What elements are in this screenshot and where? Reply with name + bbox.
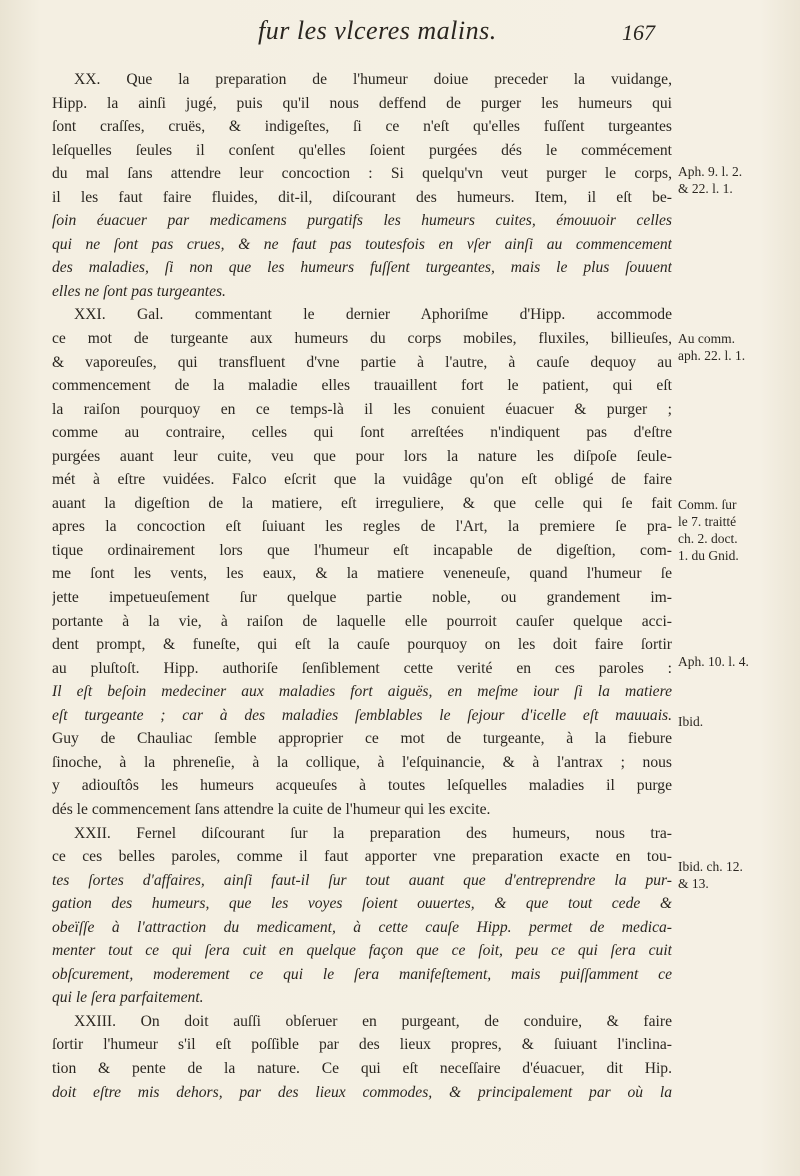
- text-line: elles ne ſont pas turgeantes.: [52, 282, 226, 300]
- margin-note-line: & 22. l. 1.: [678, 181, 733, 196]
- text-line: ce ces belles paroles, comme il faut apporter vne preparation exacte en tou-: [52, 848, 672, 866]
- text-line: qui le ſera parfaitement.: [52, 989, 204, 1007]
- text-line: dés le commencement ſans attendre la cuite de l'humeur qui les excite.: [52, 800, 491, 818]
- margin-note: [678, 858, 796, 892]
- text-line: Il eſt beſoin medeciner aux maladies fort aiguës, en meſme iour ſi la matiere: [52, 683, 672, 701]
- text-line: doit eſtre mis dehors, par des lieux commodes, & principalement par où la: [52, 1083, 672, 1101]
- text-line: gation des humeurs, que les voyes ſoient ouuertes, & que tout cede &: [52, 895, 672, 913]
- margin-note: [678, 496, 796, 564]
- margin-note: [678, 330, 796, 364]
- margin-note-line: Ibid.: [678, 714, 704, 729]
- text-line: tique ordinairement lors que l'humeur eſt incapable de digeſtion, com-: [52, 541, 672, 559]
- text-line: jette impetueuſement ſur quelque partie noble, ou grandement im-: [52, 589, 672, 607]
- page-header: [0, 14, 800, 54]
- text-line: commencement de la maladie elles trauaillent fort le patient, qui eſt: [52, 377, 672, 395]
- text-line: auant la digeſtion de la matiere, eſt irreguliere, & que celle qui ſe fait: [52, 494, 672, 512]
- margin-note-line: Ibid. ch. 12.: [678, 859, 743, 874]
- margin-note-line: Comm. ſur: [678, 497, 737, 512]
- text-line: leſquelles ſeules il conſent qu'elles ſoient purgées dés le commécement: [52, 141, 672, 159]
- margin-note-line: Aph. 10. l. 4.: [678, 654, 749, 669]
- text-line: XXIII. On doit auſſi obſeruer en purgeant, de conduire, & faire: [74, 1012, 672, 1030]
- text-line: ſinoche, à la phreneſie, à la collique, à l'eſquinancie, & à l'antrax ; nous: [52, 753, 672, 771]
- text-line: des maladies, ſi non que les humeurs fuſſent turgeantes, mais le plus ſouuent: [52, 259, 672, 277]
- margin-note-line: Aph. 9. l. 2.: [678, 164, 743, 179]
- text-line: Hipp. la ainſi jugé, puis qu'il nous deffend de purger les humeurs qui: [52, 94, 672, 112]
- text-line: ſortir l'humeur s'il eſt poſſible par des lieux propres, & ſuiuant l'inclina-: [52, 1036, 672, 1054]
- body-text: [52, 68, 672, 1104]
- running-title: fur les vlceres malins.: [258, 16, 497, 45]
- text-line: XX. Que la preparation de l'humeur doiue preceder la vuidange,: [74, 71, 672, 88]
- text-line: eſt turgeante ; car à des maladies ſemblables le ſejour d'icelle eſt mauuais.: [52, 706, 672, 724]
- text-line: apres la concoction eſt ſuiuant les regles de l'Art, la premiere ſe pra-: [52, 518, 672, 536]
- text-line: comme au contraire, celles qui ſont arreſtées n'indiquent pas d'eſtre: [52, 424, 672, 442]
- text-line: du mal ſans attendre leur concoction : Si quelqu'vn veut purger le corps,: [52, 165, 672, 183]
- text-line: portante à la vie, à raiſon de laquelle elle pourroit cauſer quelque acci-: [52, 612, 672, 630]
- margin-note: [678, 163, 796, 197]
- margin-note-line: Au comm.: [678, 331, 735, 346]
- text-line: tes ſortes d'affaires, ainſi faut-il ſur tout auant que d'entreprendre la pur-: [52, 871, 672, 889]
- margin-note-line: le 7. traitté: [678, 514, 737, 529]
- text-line: ce mot de turgeante aux humeurs du corps mobiles, fluxiles, billieuſes,: [52, 330, 672, 348]
- text-line: ſoin éuacuer par medicamens purgatifs les humeurs cuites, émouuoir celles: [52, 212, 672, 230]
- text-line: me ſont les vents, les eaux, & la matiere veneneuſe, quand l'humeur ſe: [52, 565, 672, 583]
- text-line: mét à eſtre vuidées. Falco eſcrit que la vuidâge qu'on eſt obligé de faire: [52, 471, 672, 489]
- text-line: ſont craſſes, cruës, & indigeſtes, ſi ce n'eſt qu'elles fuſſent turgeantes: [52, 118, 672, 136]
- margin-note: [678, 653, 796, 670]
- margin-note-line: aph. 22. l. 1.: [678, 348, 746, 363]
- text-line: au pluſtoſt. Hipp. authoriſe ſenſiblement cette verité en ces paroles :: [52, 659, 672, 677]
- text-line: & vaporeuſes, qui transfluent d'vne partie à l'autre, à cauſe dequoy au: [52, 353, 672, 371]
- text-line: dent prompt, & funeſte, qui eſt la cauſe pourquoy on les doit faire ſortir: [52, 636, 672, 654]
- text-line: menter tout ce qui ſera cuit en quelque façon que ce ſoit, peu ce qui ſera cuit: [52, 942, 672, 960]
- text-line: qui ne ſont pas crues, & ne faut pas toutesfois en vſer ainſi au commencement: [52, 235, 672, 253]
- page-number: 167: [622, 20, 655, 45]
- text-line: tion & pente de la nature. Ce qui eſt neceſſaire d'éuacuer, dit Hip.: [52, 1059, 672, 1077]
- text-line: il les faut faire fluides, dit-il, diſcourant des humeurs. Item, il eſt be-: [52, 188, 672, 206]
- text-line: purgées auant leur cuite, veu que pour lors la nature les diſpoſe ſeule-: [52, 447, 672, 465]
- text-line: obeïſſe à l'attraction du medicament, à cette cauſe Hipp. permet de medica-: [52, 918, 672, 936]
- text-line: y adiouſtôs les humeurs acqueuſes à toutes leſquelles maladies il purge: [52, 777, 672, 795]
- text-line: XXII. Fernel diſcourant ſur la preparation des humeurs, nous tra-: [74, 824, 672, 842]
- text-line: la raiſon pourquoy en ce temps-là il les conuient éuacuer & purger ;: [52, 400, 672, 418]
- text-line: XXI. Gal. commentant le dernier Aphoriſme d'Hipp. accommode: [74, 306, 672, 324]
- margin-note-line: & 13.: [678, 876, 709, 891]
- margin-note-line: ch. 2. doct.: [678, 531, 738, 546]
- margin-note-line: 1. du Gnid.: [678, 548, 739, 563]
- text-line: Guy de Chauliac ſemble approprier ce mot de turgeante, à la fiebure: [52, 730, 672, 748]
- text-line: obſcurement, moderement ce qui le ſera manifeſtement, mais puiſſamment ce: [52, 965, 672, 983]
- margin-note: [678, 713, 796, 730]
